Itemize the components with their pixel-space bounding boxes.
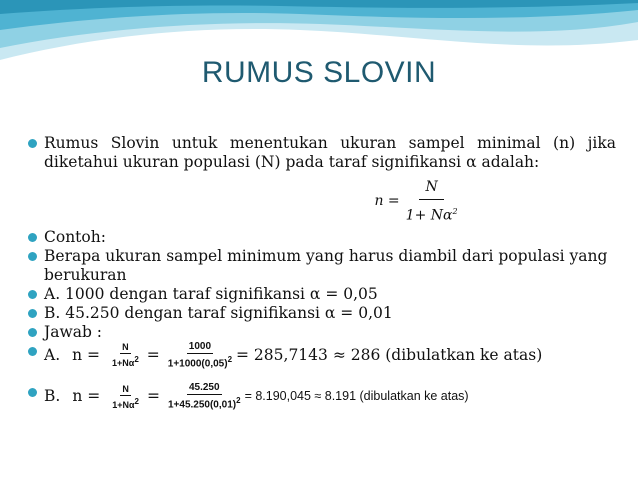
bullet-case-b: B. 45.250 dengan taraf signifikansi α = 0,01 [26,304,616,323]
answer-a-f1-den-text: 1+Nα [112,358,135,369]
answer-b-result: = 8.190,045 ≈ 8.191 (dibulatkan ke atas) [244,389,469,404]
answer-b-f2-den-text: 1+45.250(0,01) [167,399,237,411]
answer-a-f1-den [112,354,139,368]
answer-b-equals: = [146,387,160,406]
bullet-case-a: A. 1000 dengan taraf signifikansi α = 0,05 [26,285,616,304]
bullet-definition: Rumus Slovin untuk menentukan ukuran sampel minimal (n) jika diketahui ukuran populasi (N) pada taraf signifikansi α adalah: [26,134,616,172]
answer-a-label: A. [44,345,61,364]
answer-b-f1-exp: 2 [134,396,139,406]
slide-title: RUMUS SLOVIN [201,56,437,89]
answer-b-f1-den [112,396,139,410]
slide-content [26,134,616,410]
bullet-answer-heading: Jawab : [26,323,616,342]
answer-b-f2-exp: 2 [236,395,241,405]
formula-denominator-text: 1+ Nα [405,207,453,224]
answer-b-f1-num: N [122,383,129,394]
answer-b-label: B. [44,387,61,406]
answer-a-equals: = [146,345,160,364]
answer-a-fraction-1 [112,342,139,368]
answer-b-f2-num: 45.250 [188,381,220,393]
formula-denominator [406,200,458,226]
answer-b-n-eq: n = [72,387,101,406]
bullet-example-heading: Contoh: [26,228,616,247]
answer-a-f2-den [168,354,232,369]
formula-lhs: n = [374,193,400,210]
answer-a-f1-num: N [122,342,129,353]
slovin-formula [216,178,616,226]
answer-b-f1-den-text: 1+Nα [112,399,135,410]
answer-a-f2-exp: 2 [227,354,233,364]
answer-a-f2-den-text: 1+1000(0,05) [167,357,228,369]
bullet-question: Berapa ukuran sampel minimum yang harus diambil dari populasi yang berukuran [26,247,616,285]
answer-a-n-eq: n = [72,345,101,364]
answer-b-fraction-2 [168,383,241,410]
answer-a-f2-num: 1000 [188,340,212,352]
formula-exponent: 2 [452,207,458,216]
answer-a-result: = 285,7143 ≈ 286 (dibulatkan ke atas) [236,345,543,364]
bullet-answer-b [26,383,616,410]
answer-a-f1-exp: 2 [134,355,139,365]
answer-b-f2-den [168,395,241,410]
answer-b-fraction-1 [112,384,139,410]
bullet-answer-a [26,342,616,369]
answer-a-fraction-2 [168,342,232,369]
formula-fraction [406,178,458,226]
spacer [26,369,616,383]
formula-numerator: N [419,178,443,200]
